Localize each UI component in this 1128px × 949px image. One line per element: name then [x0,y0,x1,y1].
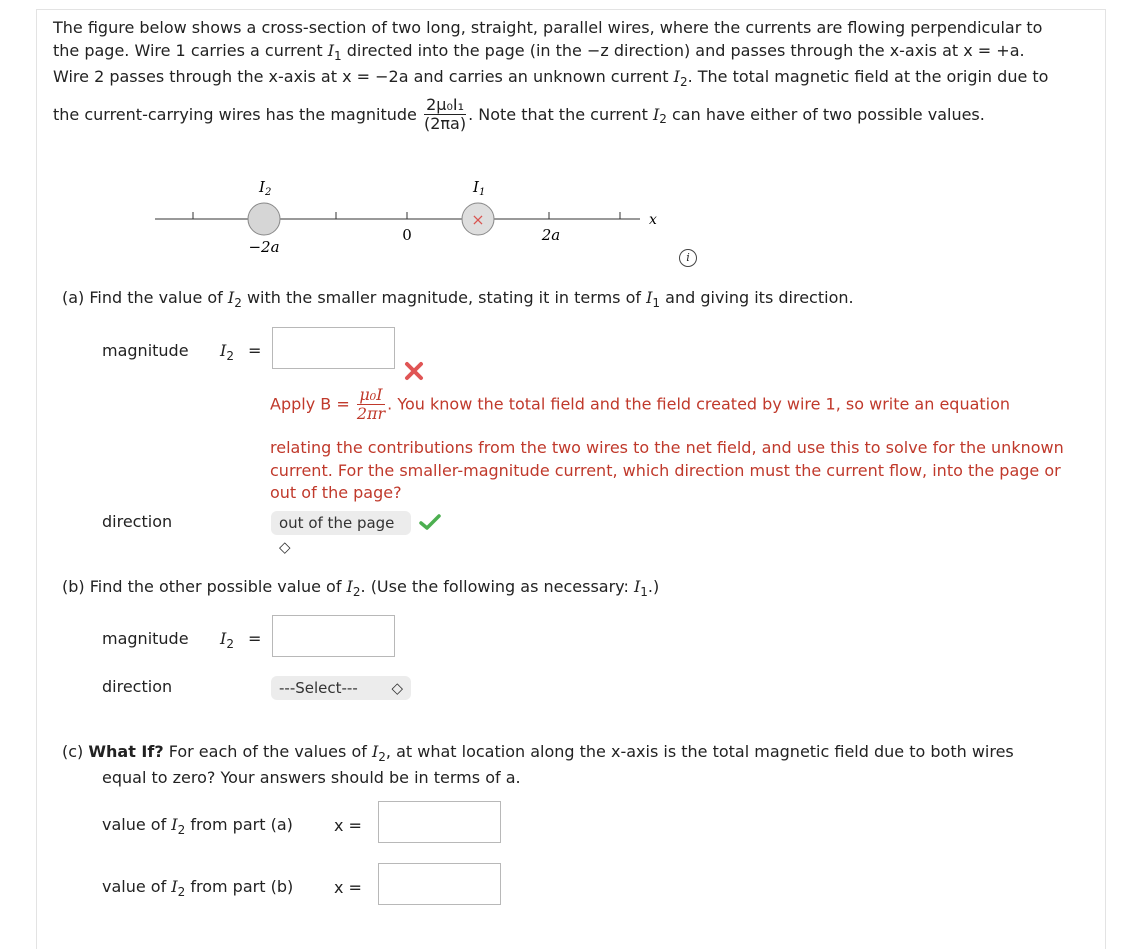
intro-line-1: The figure below shows a cross-section of two long, straight, parallel wires, where the currents are flowing perpendicular to [53,18,1043,37]
part-b-equals: = [248,629,262,648]
part-b-prompt: (b) Find the other possible value of $I_2$. (Use the following as necessary: $I_1$.) [62,577,660,599]
label-I1: $I_1$ [473,178,486,198]
part-b-I2-symbol: $I_2$ [220,629,234,651]
intro-line-2: the page. Wire 1 carries a current $I_1$ directed into the page (in the −z direction) and passes through the x-axis at x = +a. [53,41,1025,63]
hint-line-2: relating the contributions from the two wires to the net field, and use this to solve for the unknown [270,438,1064,457]
part-c-prompt-line-2: equal to zero? Your answers should be in terms of a. [102,768,521,787]
axis-label-x: x [649,212,657,228]
part-a-direction-select[interactable]: out of the page ◇ [271,511,411,535]
tick-label-2a: 2a [541,226,561,244]
intro-line-3: Wire 2 passes through the x-axis at x = −2a and carries an unknown current $I_2$. The total magnetic field at the origin due to [53,67,1049,89]
hint-line-3: current. For the smaller-magnitude current, which direction must the current flow, into the page or [270,461,1061,480]
correct-check-icon [419,513,441,531]
part-b-magnitude-input[interactable] [272,615,395,657]
info-icon[interactable]: i [679,249,697,267]
part-a-magnitude-input[interactable] [272,327,395,369]
part-c-row1-input[interactable] [378,801,501,843]
tick-label-neg2a: −2a [248,238,280,256]
wire-2-circle [248,203,280,235]
hint-line-4: out of the page? [270,483,402,502]
part-a-I2-symbol: $I_2$ [220,341,234,363]
wire-figure [150,172,710,272]
part-a-equals: = [248,341,262,360]
chevron-updown-icon: ◇ [391,679,403,697]
part-c-row1-label: value of $I_2$ from part (a) [102,815,293,837]
part-a-direction-label: direction [102,512,173,531]
part-a-prompt: (a) Find the value of $I_2$ with the smaller magnitude, stating it in terms of $I_1$ and giving its direction. [62,288,854,310]
field-fraction: $\frac{\text{2μ₀I₁}}{(2\pi a)}$ [423,95,467,133]
part-c-prompt: (c) What If? For each of the values of $I_2$, at what location along the x-axis is the total magnetic field due to both wires [62,742,1014,764]
part-a-magnitude-label: magnitude [102,341,189,360]
part-b-magnitude-label: magnitude [102,629,189,648]
part-b-direction-label: direction [102,677,173,696]
incorrect-x-icon [404,361,424,381]
hint-line-1: Apply B = $\frac{\text{μ₀I}}{2\pi r}$ . You know the total field and the field created by wire 1, so write an equation [270,385,1011,423]
intro-line-4: the current-carrying wires has the magnitude $\frac{\text{2μ₀I₁}}{(2\pi a)}$ . Note that the current $I_2$ can have either of two possible values. [53,95,985,133]
part-c-row2-label: value of $I_2$ from part (b) [102,877,294,899]
part-b-direction-select[interactable]: ---Select--- ◇ [271,676,411,700]
wire-1-into-page-icon: × [471,210,485,229]
part-c-row2-input[interactable] [378,863,501,905]
tick-label-0: 0 [402,226,412,244]
label-I2: $I_2$ [259,178,272,198]
hint-fraction: $\frac{\text{μ₀I}}{2\pi r}$ [356,385,386,423]
part-c-row1-x-eq: x = [334,816,362,835]
part-c-row2-x-eq: x = [334,878,362,897]
